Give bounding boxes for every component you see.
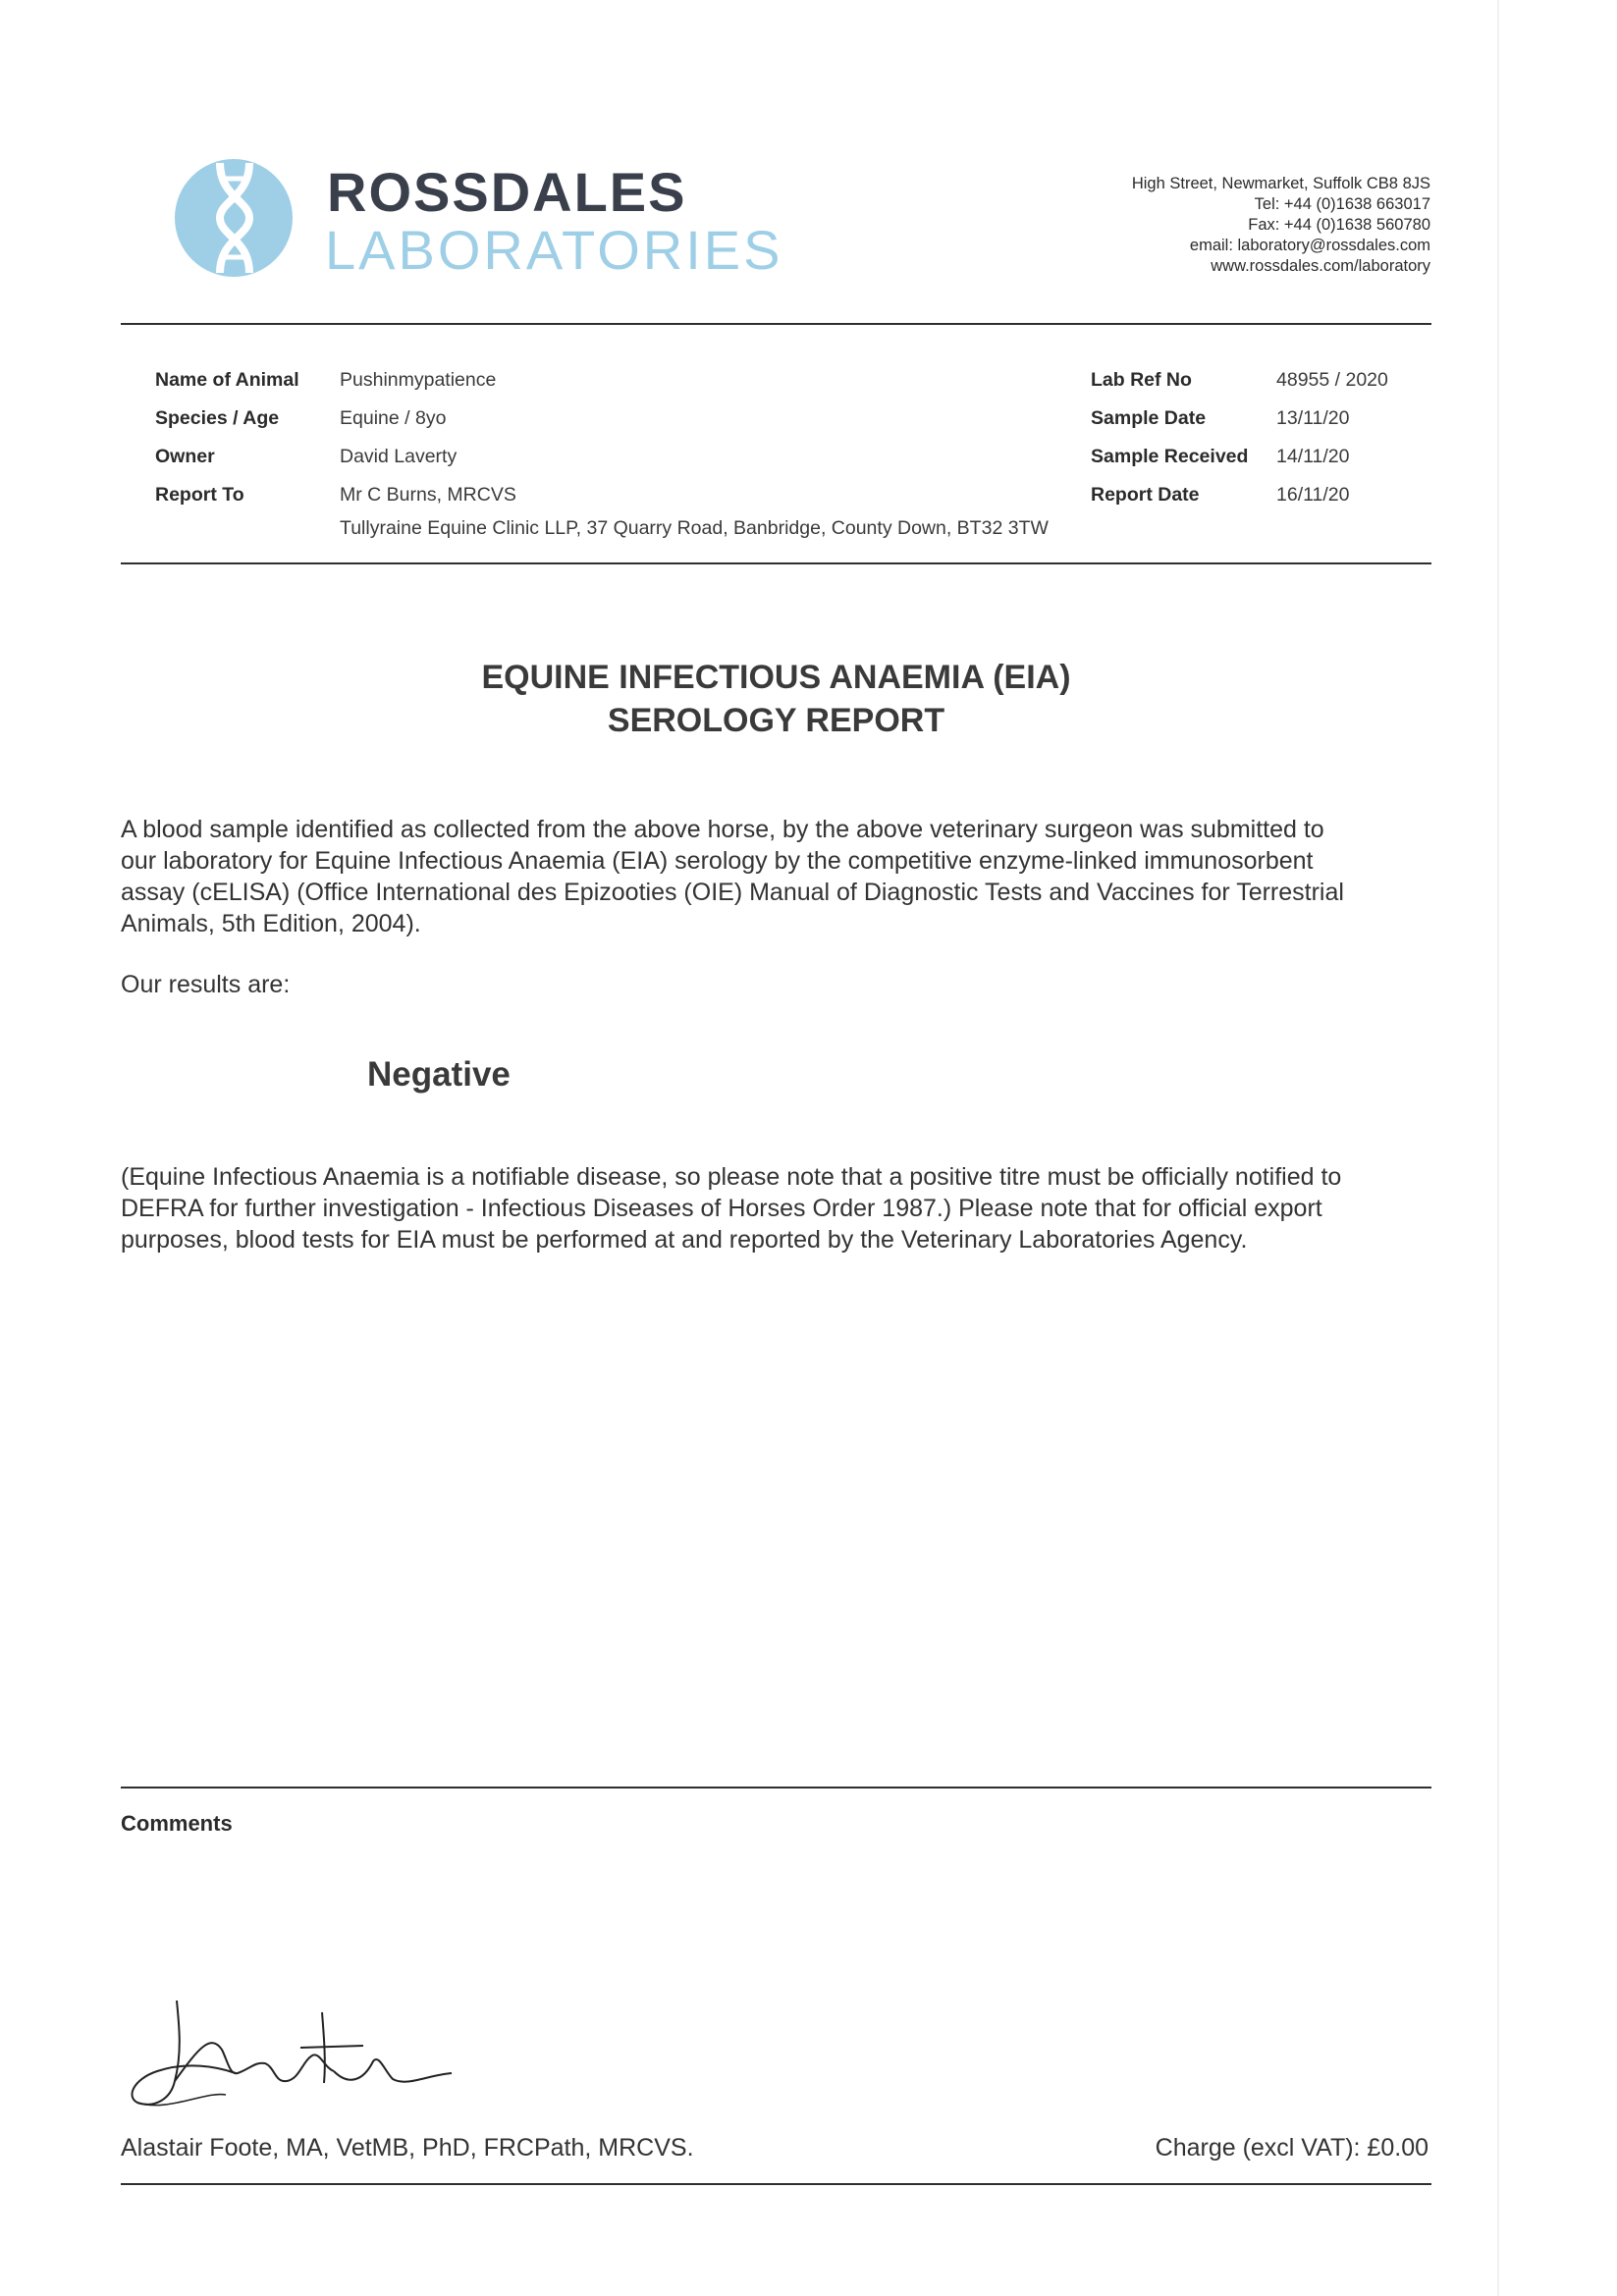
report-title: EQUINE INFECTIOUS ANAEMIA (EIA) (481, 659, 1071, 696)
dna-helix-icon (173, 157, 295, 279)
owner-label: Owner (155, 446, 215, 467)
sample-received-label: Sample Received (1091, 446, 1249, 467)
note-line: (Equine Infectious Anaemia is a notifiable disease, so please note that a positive titre must be officially notified to (121, 1163, 1342, 1191)
report-to-label: Report To (155, 484, 244, 506)
lab-values (1276, 361, 1388, 514)
intro-paragraph (121, 814, 1441, 939)
website-link[interactable]: www.rossdales.com/laboratory (1211, 257, 1430, 275)
signer-name: Alastair Foote, MA, VetMB, PhD, FRCPath, MRCVS. (121, 2134, 694, 2162)
intro-line: our laboratory for Equine Infectious Anaemia (EIA) serology by the competitive enzyme-linked immunosorbent (121, 847, 1314, 875)
sample-received-value: 14/11/20 (1276, 446, 1350, 467)
note-line: purposes, blood tests for EIA must be performed at and reported by the Veterinary Laboratories Agency. (121, 1226, 1248, 1254)
note-paragraph (121, 1161, 1441, 1255)
name-label: Name of Animal (155, 369, 299, 391)
results-label: Our results are: (121, 971, 291, 998)
brand-subname: LABORATORIES (325, 219, 783, 281)
phone-line: Tel: +44 (0)1638 663017 (1254, 195, 1430, 213)
animal-species: Equine / 8yo (340, 407, 447, 429)
report-to-name: Mr C Burns, MRCVS (340, 484, 516, 506)
header-divider (121, 323, 1431, 325)
test-result: Negative (367, 1055, 511, 1094)
lab-labels (1091, 361, 1248, 514)
signature-image (128, 1993, 466, 2115)
page-edge (1497, 0, 1499, 2296)
lab-ref-value: 48955 / 2020 (1276, 369, 1388, 391)
footer-divider (121, 2183, 1431, 2185)
animal-owner: David Laverty (340, 446, 458, 467)
species-label: Species / Age (155, 407, 280, 429)
animal-values (340, 361, 516, 514)
lab-ref-label: Lab Ref No (1091, 369, 1192, 391)
address-line: High Street, Newmarket, Suffolk CB8 8JS (1131, 175, 1430, 192)
comments-divider (121, 1787, 1431, 1789)
intro-line: A blood sample identified as collected from the above horse, by the above veterinary surgeon was submitted to (121, 816, 1324, 843)
intro-line: Animals, 5th Edition, 2004). (121, 910, 421, 937)
report-date-label: Report Date (1091, 484, 1200, 506)
report-date-value: 16/11/20 (1276, 484, 1350, 506)
fax-line: Fax: +44 (0)1638 560780 (1248, 216, 1430, 234)
animal-name: Pushinmypatience (340, 369, 497, 391)
sample-date-label: Sample Date (1091, 407, 1207, 429)
lab-address (1132, 174, 1430, 277)
report-subtitle: SEROLOGY REPORT (607, 702, 945, 739)
animal-labels (155, 361, 299, 514)
intro-line: assay (cELISA) (Office International des Epizooties (OIE) Manual of Diagnostic Tests and Vaccines for Terrestrial (121, 879, 1344, 906)
report-to-address: Tullyraine Equine Clinic LLP, 37 Quarry Road, Banbridge, County Down, BT32 3TW (340, 517, 1049, 539)
charge-amount: Charge (excl VAT): £0.00 (1155, 2134, 1428, 2162)
brand-name: ROSSDALES (327, 161, 687, 223)
email-link[interactable]: email: laboratory@rossdales.com (1189, 237, 1430, 254)
sample-date-value: 13/11/20 (1276, 407, 1350, 429)
comments-label: Comments (121, 1811, 233, 1836)
note-line: DEFRA for further investigation - Infectious Diseases of Horses Order 1987.) Please note that for official export (121, 1195, 1322, 1222)
info-divider (121, 562, 1431, 564)
